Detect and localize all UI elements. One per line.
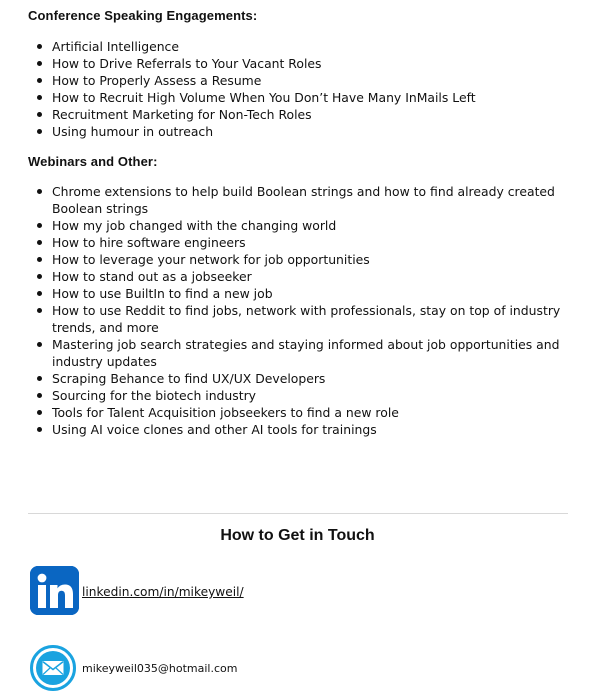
list-item-text: Recruitment Marketing for Non-Tech Roles — [52, 107, 312, 122]
list-item-text: How my job changed with the changing world — [52, 218, 337, 233]
list-item-text: How to stand out as a jobseeker — [52, 269, 252, 284]
conference-list — [28, 38, 573, 140]
list-item-text: How to Recruit High Volume When You Don’t Have Many InMails Left — [52, 90, 476, 105]
webinars-heading: Webinars and Other: — [28, 154, 158, 169]
list-item-text: Scraping Behance to find UX/UX Developers — [52, 371, 326, 386]
list-item — [28, 404, 573, 421]
webinars-list — [28, 183, 573, 438]
list-item — [28, 89, 573, 106]
list-item — [28, 55, 573, 72]
list-item-text: Using AI voice clones and other AI tools for trainings — [52, 422, 377, 437]
list-item-text: How to Drive Referrals to Your Vacant Roles — [52, 56, 322, 71]
contact-title: How to Get in Touch — [220, 527, 375, 544]
linkedin-logo-icon[interactable] — [30, 566, 79, 615]
linkedin-link[interactable]: linkedin.com/in/mikeyweil/ — [82, 585, 244, 599]
list-item — [28, 251, 573, 268]
list-item — [28, 72, 573, 89]
list-item-text: Artificial Intelligence — [52, 39, 179, 54]
list-item — [28, 268, 573, 285]
envelope-icon — [30, 645, 76, 691]
list-item — [28, 387, 573, 404]
list-item — [28, 370, 573, 387]
list-item-text: How to use Reddit to find jobs, network with professionals, stay on top of industry trends, and more — [52, 303, 561, 335]
list-item — [28, 234, 573, 251]
email-address[interactable]: mikeyweil035@hotmail.com — [82, 662, 238, 675]
list-item-text: How to Properly Assess a Resume — [52, 73, 262, 88]
list-item — [28, 285, 573, 302]
list-item — [28, 38, 573, 55]
conference-heading: Conference Speaking Engagements: — [28, 8, 258, 23]
list-item — [28, 421, 573, 438]
list-item — [28, 123, 573, 140]
list-item-text: Using humour in outreach — [52, 124, 214, 139]
list-item-text: Mastering job search strategies and staying informed about job opportunities and industry updates — [52, 337, 560, 369]
list-item — [28, 302, 573, 336]
list-item — [28, 106, 573, 123]
list-item-text: Sourcing for the biotech industry — [52, 388, 257, 403]
list-item-text: How to hire software engineers — [52, 235, 246, 250]
list-item — [28, 217, 573, 234]
list-item — [28, 183, 573, 217]
list-item — [28, 336, 573, 370]
list-item-text: How to use BuiltIn to find a new job — [52, 286, 273, 301]
section-divider — [28, 513, 568, 514]
list-item-text: Tools for Talent Acquisition jobseekers to find a new role — [52, 405, 399, 420]
list-item-text: How to leverage your network for job opportunities — [52, 252, 370, 267]
list-item-text: Chrome extensions to help build Boolean strings and how to find already created Boolean strings — [52, 184, 555, 216]
